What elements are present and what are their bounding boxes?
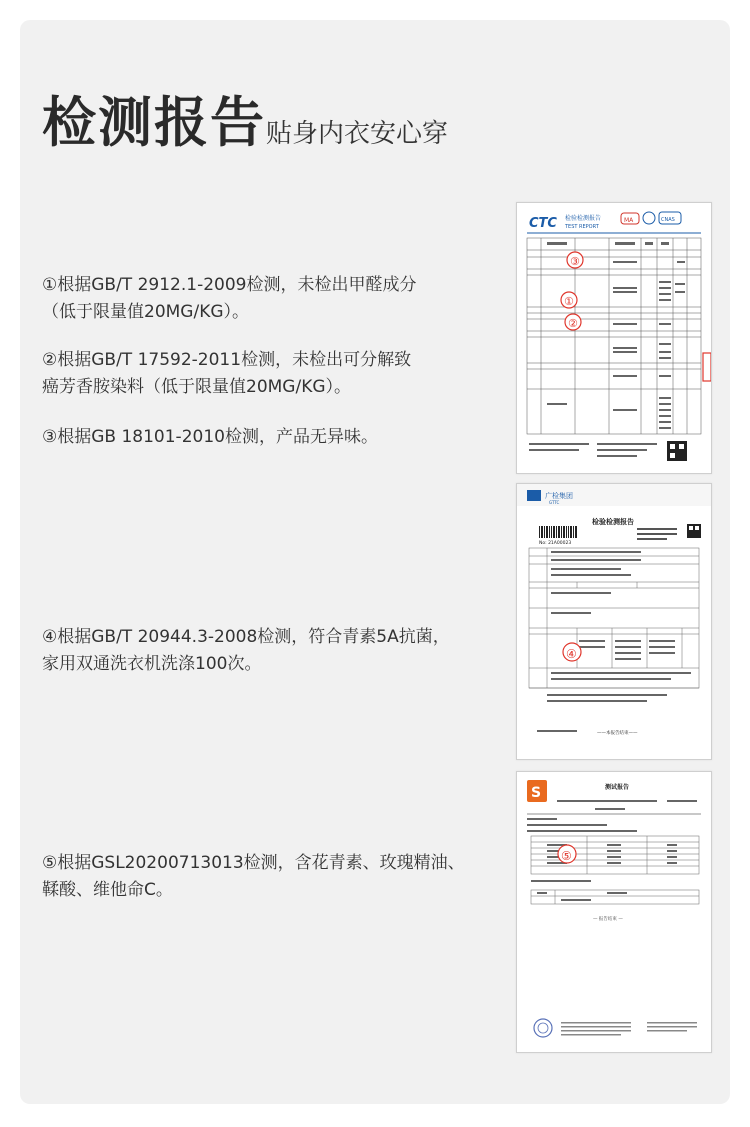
cnas-badge-label: CNAS bbox=[661, 217, 675, 223]
barcode-icon bbox=[539, 526, 577, 538]
marker-4: ④ bbox=[566, 647, 577, 661]
svg-text:S: S bbox=[531, 785, 542, 801]
third-results-table bbox=[531, 836, 699, 874]
seal-stamp-icon bbox=[534, 1019, 552, 1037]
marker-3: ③ bbox=[570, 255, 580, 268]
point-2-line2: 癌芳香胺染料（低于限量值20MG/KG）。 bbox=[42, 377, 352, 397]
point-4-line1: ④根据GB/T 20944.3-2008检测，符合青素5A抗菌， bbox=[42, 627, 450, 647]
point-1-line1: ①根据GB/T 2912.1-2009检测，未检出甲醛成分 bbox=[42, 275, 417, 295]
ctc-test-report-image bbox=[516, 202, 712, 474]
gttc-logo-sub: GTTC bbox=[549, 500, 560, 505]
point-5-line1: ⑤根据GSL20200713013检测，含花青素、玫瑰精油、 bbox=[42, 853, 465, 873]
point-3 bbox=[42, 424, 482, 451]
point-3-line1: ③根据GB 18101-2010检测，产品无异味。 bbox=[42, 427, 378, 447]
point-2 bbox=[42, 347, 482, 401]
point-5-line2: 鞣酸、维他命C。 bbox=[42, 880, 173, 900]
gttc-logo-icon bbox=[527, 490, 541, 501]
page-title: 检测报告 bbox=[42, 91, 266, 154]
marker-1: ① bbox=[564, 295, 574, 308]
point-1 bbox=[42, 272, 482, 326]
point-4-line2: 家用双通洗衣机洗涤100次。 bbox=[42, 654, 262, 674]
marker-5: ⑤ bbox=[561, 849, 572, 863]
ctc-title-en: TEST REPORT bbox=[565, 224, 599, 230]
gttc-test-report-image bbox=[516, 483, 712, 760]
ctc-logo: CTC bbox=[529, 216, 557, 231]
point-4 bbox=[42, 624, 482, 678]
page-subtitle: 贴身内衣安心穿 bbox=[266, 119, 449, 149]
ma-badge-label: MA bbox=[624, 217, 634, 224]
red-stamp-icon bbox=[703, 353, 711, 381]
ilac-badge-icon bbox=[643, 212, 655, 224]
qr-code-icon bbox=[667, 441, 687, 461]
gttc-report-title: 检验检测报告 bbox=[592, 518, 634, 526]
third-report-title: 测试报告 bbox=[605, 784, 630, 791]
third-end-line: — 报告结束 — bbox=[593, 917, 623, 922]
gttc-report-no: No: 21A00023 bbox=[539, 541, 572, 546]
gttc-qr-icon bbox=[687, 524, 701, 538]
third-test-report-image bbox=[516, 771, 712, 1053]
point-2-line1: ②根据GB/T 17592-2011检测，未检出可分解致 bbox=[42, 350, 412, 370]
gttc-logo-text: 广检集团 bbox=[545, 492, 573, 500]
point-5 bbox=[42, 850, 482, 904]
ctc-title-cn: 检验检测报告 bbox=[565, 215, 602, 222]
gttc-footer-line: ——本报告结束—— bbox=[597, 731, 638, 736]
point-1-line2: （低于限量值20MG/KG）。 bbox=[42, 302, 250, 322]
marker-2: ② bbox=[568, 317, 578, 330]
